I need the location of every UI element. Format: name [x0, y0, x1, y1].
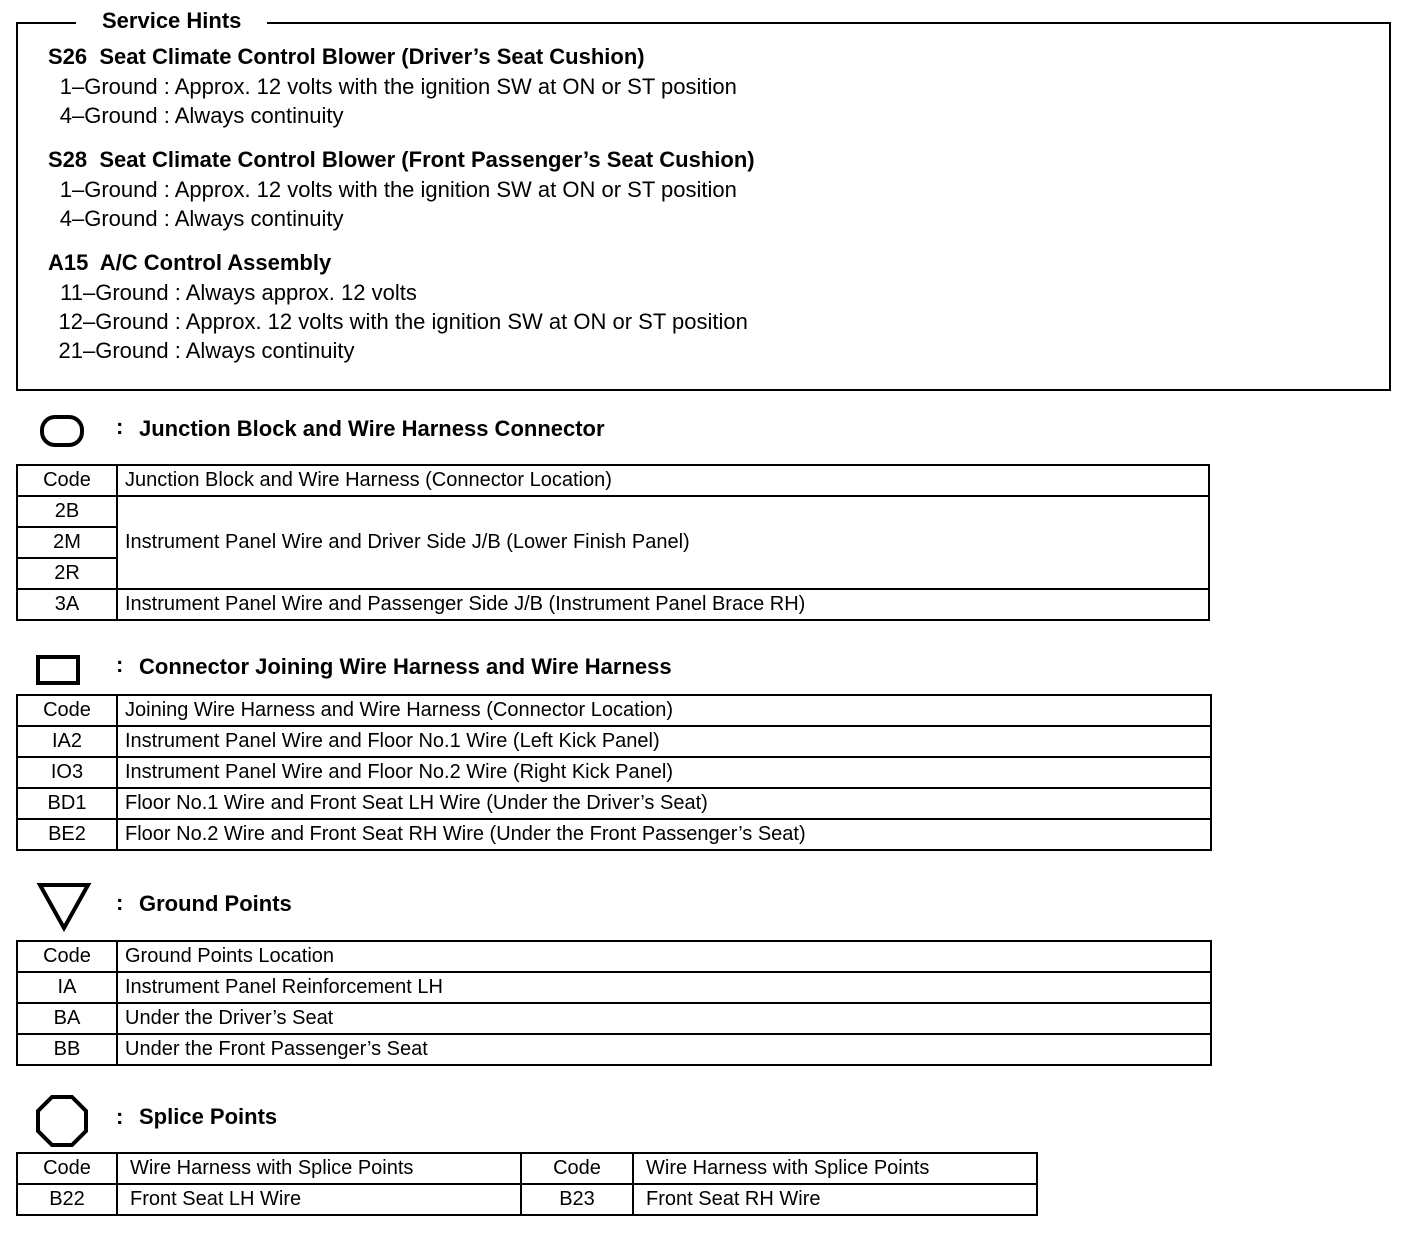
- location-header: Junction Block and Wire Harness (Connector Location): [117, 465, 1209, 496]
- heading-colon: :: [116, 652, 124, 677]
- table-header-row: [17, 695, 1211, 726]
- table-header-row: [17, 941, 1211, 972]
- harness-cell: Front Seat LH Wire: [117, 1184, 521, 1215]
- code-cell: IA2: [17, 726, 117, 757]
- heading-colon: :: [116, 1104, 124, 1129]
- hint-line: [48, 175, 755, 204]
- code-cell: 2B: [17, 496, 117, 527]
- section-title: Connector Joining Wire Harness and Wire Harness: [139, 654, 672, 679]
- table-header-row: [17, 465, 1209, 496]
- hint-pin: 11: [60, 280, 83, 305]
- code-header: Code: [17, 465, 117, 496]
- hint-pin: 1: [59, 177, 72, 202]
- code-cell: 2R: [17, 558, 117, 589]
- hint-pin: 21: [58, 338, 83, 363]
- location-cell: Instrument Panel Wire and Passenger Side J/B (Instrument Panel Brace RH): [117, 589, 1209, 620]
- connector-table: [16, 694, 1212, 851]
- location-cell: Floor No.1 Wire and Front Seat LH Wire (Under the Driver’s Seat): [117, 788, 1211, 819]
- table-row: [17, 757, 1211, 788]
- hint-line: [48, 204, 755, 233]
- hint-pin: 12: [58, 309, 83, 334]
- triangle-down-icon: [36, 882, 96, 934]
- code-cell: 3A: [17, 589, 117, 620]
- code-cell: BD1: [17, 788, 117, 819]
- hint-line: [48, 72, 737, 101]
- code-cell: IA: [17, 972, 117, 1003]
- hint-group-s26: [48, 42, 737, 130]
- harness-header: Wire Harness with Splice Points: [633, 1153, 1037, 1184]
- service-hints-legend: Service Hints: [76, 7, 267, 35]
- table-row: [17, 1184, 1037, 1215]
- rectangle-icon: [36, 650, 88, 690]
- junction-table: [16, 464, 1210, 621]
- hint-title: A15 A/C Control Assembly: [48, 250, 332, 275]
- location-header: Ground Points Location: [117, 941, 1211, 972]
- code-cell: BE2: [17, 819, 117, 850]
- hint-pin: 1: [59, 74, 72, 99]
- code-cell: 2M: [17, 527, 117, 558]
- hint-text: –Ground : Always continuity: [72, 103, 344, 128]
- location-cell: Under the Front Passenger’s Seat: [117, 1034, 1211, 1065]
- location-header: Joining Wire Harness and Wire Harness (Connector Location): [117, 695, 1211, 726]
- hint-group-s28: [48, 145, 755, 233]
- hint-text: –Ground : Approx. 12 volts with the ignition SW at ON or ST position: [72, 177, 737, 202]
- heading-colon: :: [116, 890, 124, 915]
- harness-cell: Front Seat RH Wire: [633, 1184, 1037, 1215]
- table-row: [17, 726, 1211, 757]
- location-cell: Instrument Panel Wire and Floor No.2 Wire (Right Kick Panel): [117, 757, 1211, 788]
- hint-text: –Ground : Approx. 12 volts with the ignition SW at ON or ST position: [72, 74, 737, 99]
- table-row: [17, 972, 1211, 1003]
- heading-colon: :: [116, 414, 124, 439]
- code-header: Code: [17, 695, 117, 726]
- table-row: [17, 788, 1211, 819]
- rounded-rectangle-icon: [36, 412, 88, 452]
- code-cell: B22: [17, 1184, 117, 1215]
- section-title: Ground Points: [139, 891, 292, 916]
- section-title: Splice Points: [139, 1104, 278, 1129]
- code-cell: IO3: [17, 757, 117, 788]
- hint-group-a15: [48, 248, 748, 365]
- location-cell: Under the Driver’s Seat: [117, 1003, 1211, 1034]
- code-cell: BB: [17, 1034, 117, 1065]
- hint-line: [48, 278, 748, 307]
- hint-title: S26 Seat Climate Control Blower (Driver’s Seat Cushion): [48, 44, 645, 69]
- code-header: Code: [17, 941, 117, 972]
- code-cell: BA: [17, 1003, 117, 1034]
- hint-line: [48, 101, 737, 130]
- table-row: [17, 496, 1209, 527]
- code-header: Code: [17, 1153, 117, 1184]
- hint-text: –Ground : Always continuity: [72, 206, 344, 231]
- hint-text: –Ground : Always approx. 12 volts: [83, 280, 417, 305]
- location-cell: Instrument Panel Reinforcement LH: [117, 972, 1211, 1003]
- location-cell: Floor No.2 Wire and Front Seat RH Wire (Under the Front Passenger’s Seat): [117, 819, 1211, 850]
- hint-line: [48, 307, 748, 336]
- table-row: [17, 1003, 1211, 1034]
- hint-text: –Ground : Approx. 12 volts with the ignition SW at ON or ST position: [83, 309, 748, 334]
- table-row: [17, 589, 1209, 620]
- hint-line: [48, 336, 748, 365]
- table-row: [17, 1034, 1211, 1065]
- ground-table: [16, 940, 1212, 1066]
- octagon-icon: [36, 1094, 92, 1148]
- code-header: Code: [521, 1153, 633, 1184]
- section-title: Junction Block and Wire Harness Connector: [139, 416, 605, 441]
- location-cell: Instrument Panel Wire and Driver Side J/B (Lower Finish Panel): [117, 496, 1209, 589]
- splice-table: [16, 1152, 1038, 1216]
- table-header-row: [17, 1153, 1037, 1184]
- hint-pin: 4: [59, 206, 72, 231]
- hint-title: S28 Seat Climate Control Blower (Front Passenger’s Seat Cushion): [48, 147, 755, 172]
- hint-text: –Ground : Always continuity: [83, 338, 355, 363]
- harness-header: Wire Harness with Splice Points: [117, 1153, 521, 1184]
- location-cell: Instrument Panel Wire and Floor No.1 Wire (Left Kick Panel): [117, 726, 1211, 757]
- hint-pin: 4: [59, 103, 72, 128]
- table-row: [17, 819, 1211, 850]
- code-cell: B23: [521, 1184, 633, 1215]
